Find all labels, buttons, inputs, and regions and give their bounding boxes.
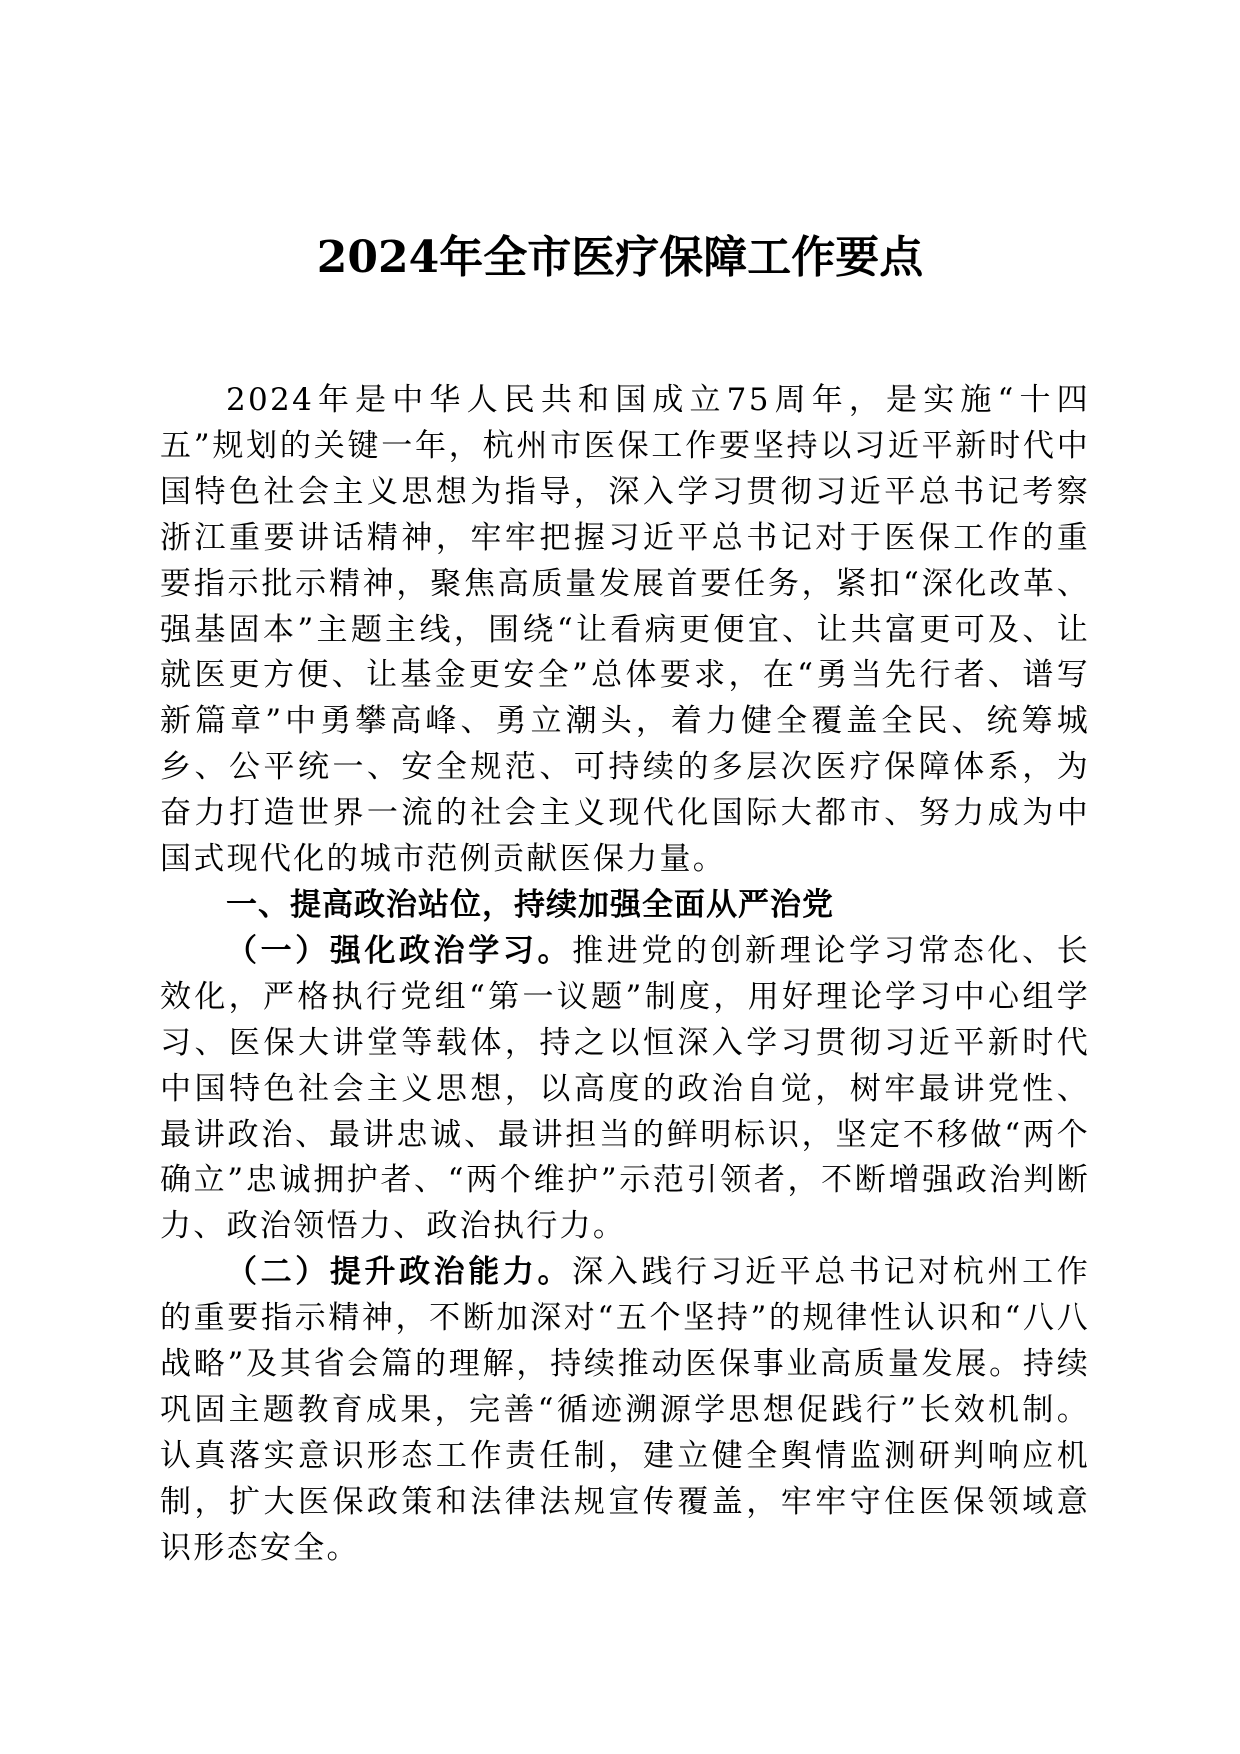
section-item-2-lead: （二）提升政治能力。 — [226, 1254, 573, 1291]
section-item-2-text: 深入践行习近平总书记对杭州工作的重要指示精神，不断加深对“五个坚持”的规律性认识和“八八战略”及其省会篇的理解，持续推动医保事业高质量发展。持续巩固主题教育成果，完善“循迹溯源学思想促践行”长效机制。认真落实意识形态工作责任制，建立健全舆情监测研判响应机制，扩大医保政策和法律法规宣传覆盖，牢牢守住医保领域意识形态安全。 — [160, 1254, 1090, 1566]
section-heading-1: 一、提高政治站位，持续加强全面从严治党 — [226, 886, 834, 923]
intro-paragraph: 2024年是中华人民共和国成立75周年，是实施“十四五”规划的关键一年，杭州市医保工作要坚持以习近平新时代中国特色社会主义思想为指导，深入学习贯彻习近平总书记考察浙江重要讲话精神，牢牢把握习近平总书记对于医保工作的重要指示批示精神，聚焦高质量发展首要任务，紧扣“深化改革、强基固本”主题主线，围绕“让看病更便宜、让共富更可及、让就医更方便、让基金更安全”总体要求，在“勇当先行者、谱写新篇章”中勇攀高峰、勇立潮头，着力健全覆盖全民、统筹城乡、公平统一、安全规范、可持续的多层次医疗保障体系，为奋力打造世界一流的社会主义现代化国际大都市、努力成为中国式现代化的城市范例贡献医保力量。 — [160, 382, 1090, 878]
document-title: 2024年全市医疗保障工作要点 — [316, 232, 924, 283]
section-item-2 — [160, 1250, 1090, 1571]
section-item-1-lead: （一）强化政治学习。 — [226, 932, 573, 969]
document-body — [160, 378, 1090, 1572]
section-item-1 — [160, 929, 1090, 1250]
section-item-1-text: 推进党的创新理论学习常态化、长效化，严格执行党组“第一议题”制度，用好理论学习中心组学习、医保大讲堂等载体，持之以恒深入学习贯彻习近平新时代中国特色社会主义思想，以高度的政治自觉，树牢最讲党性、最讲政治、最讲忠诚、最讲担当的鲜明标识，坚定不移做“两个确立”忠诚拥护者、“两个维护”示范引领者，不断增强政治判断力、政治领悟力、政治执行力。 — [160, 932, 1090, 1245]
